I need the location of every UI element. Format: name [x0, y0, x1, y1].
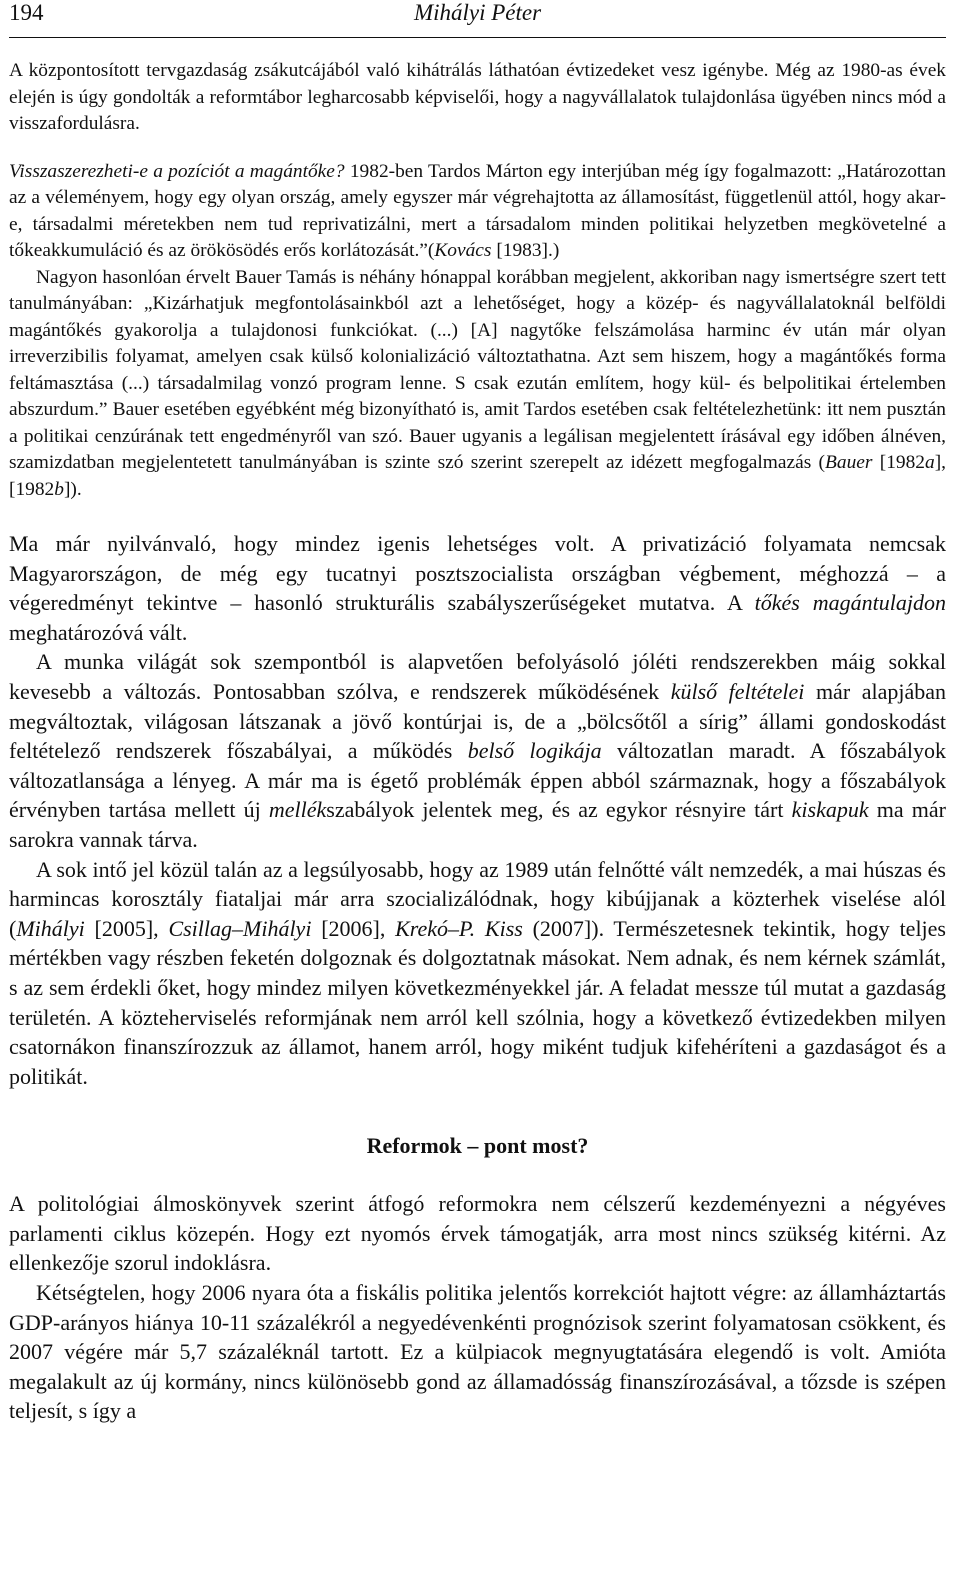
- running-head: [9, 0, 946, 38]
- body-paragraph-2-text-d: szabályok jelentek meg, és az egykor résnyire tárt: [326, 797, 792, 823]
- body-text: [9, 529, 946, 1426]
- body-paragraph-3-text-a: A sok intő jel közül talán az a legsúlyosabb, hogy az 1989 után felnőtté vált nemzedék, a mai húszas és harmincas korosztály fiataljai már arra szocializálódnak, hogy kibújjanak a közterhek viselése alól (: [9, 856, 946, 941]
- citation-ref-b-post: ]).: [63, 478, 82, 500]
- body-paragraph-2-text-e: ma már sarokra vannak tárva.: [9, 797, 946, 852]
- body-paragraph-1-text-a: Ma már nyilvánvaló, hogy mindez igenis lehetséges volt. A privatizáció folyamata nemcsak Magyarországon, de még egy tucatnyi posztszocialista országban végbement, méghozzá – a végeredményt tekintve – hasonló strukturális szabályszerűségeket mutatva. A: [9, 531, 946, 616]
- section-heading: Reformok – pont most?: [366, 1133, 589, 1159]
- body-paragraph-2-text-a: A munka világát sok szempontból is alapvetően befolyásoló jóléti rendszerekben máig sokkal kevesebb a változás. Pontosabban szólva, e rendszerek működésének: [9, 649, 946, 704]
- citation-ref-a-letter: a: [925, 452, 935, 473]
- body-paragraph-1-text-b: meghatározóvá vált.: [9, 619, 188, 645]
- body-paragraph-3: [9, 855, 946, 1092]
- citation-ref-b-letter: b: [54, 478, 64, 500]
- body-paragraph-2-em-b: belső logikája: [467, 738, 602, 764]
- quote-paragraph-2-text-b: [1983].): [491, 240, 560, 261]
- quote-paragraph-1-text: A központosított tervgazdaság zsákutcájából való kihátrálás láthatóan évtizedeket vesz igénybe. Még az 1980-as évek elején is úgy gondolták a reformtábor legharcosabb képviselői, hogy a nagyvállalatok tulajdonlása ügyében nincs mód a visszafordulásra.: [9, 60, 946, 134]
- body-paragraph-2-em-c: mellék: [268, 797, 327, 823]
- body-paragraph-5-text: Kétségtelen, hogy 2006 nyara óta a fiskális politika jelentős korrekciót hajtott végre: az államháztartás GDP-arányos hiánya 10-11 százalékról a negyedévenkénti prognózisok szerint folyamatosan csökkent, és 2007 végére már 5,7 százaléknál tartott. Ez a külpiacok megnyugtatására elegendő is volt. Amióta megalakult az új kormány, nincs különösebb gond az államadósság finanszírozásával, a tőzsde is szépen teljesít, s így a: [9, 1280, 946, 1424]
- body-paragraph-2-text-b: már alapjában megváltoztak, világosan látszanak a jövő kontúrjai is, de a „bölcsőtől a sírig” állami gondoskodást feltételező rendszerek főszabályai, a működés: [9, 678, 946, 764]
- body-paragraph-2-text-c: változatlan maradt. A főszabályok változatlansága a lényeg. A már ma is égető problémák éppen abból származnak, hogy a főszabályok érvényben tartása mellett új: [9, 738, 947, 823]
- body-paragraph-1: [9, 529, 946, 647]
- body-paragraph-2: [9, 647, 946, 854]
- citation-author-mihalyi: Mihályi: [16, 915, 85, 941]
- citation-author-kovacs: Kovács: [434, 240, 492, 261]
- body-paragraph-2-em-a: külső feltételei: [670, 678, 805, 704]
- citation-ref-a-post: ], [1982: [9, 452, 947, 500]
- quote-block: [9, 58, 946, 503]
- quote-paragraph-2-text-a: 1982-ben Tardos Márton egy interjúban még így fogalmazott: „Határozottan az a véleményem, hogy egy olyan ország, amely egyszer már végrehajtotta az államosítást, függetlenül attól, hogy akar-e, társadalmi méretekben nem tud reprivatizálni, mert a társadalom minden politikai helyzetben megkövetelné a tőkeakkumuláció és az örökösödés erős korlátozását.”(: [9, 160, 946, 261]
- citation-author-kreko-kiss: Krekó–P. Kiss: [395, 915, 523, 941]
- quote-paragraph-2: [9, 159, 946, 265]
- body-paragraph-3-text-c: [2006],: [311, 915, 396, 941]
- citation-author-bauer: Bauer: [825, 452, 873, 473]
- body-paragraph-1-em: tőkés magántulajdon: [754, 590, 946, 616]
- quote-paragraph-3-text-a: Nagyon hasonlóan érvelt Bauer Tamás is néhány hónappal korábban megjelent, akkoriban nagy ismertségre szert tett tanulmányában: „Kizárhatjuk megfontolásainkból azt a lehetőséget, hogy a közép- és nagyvállalatoknál belföldi magántőkés gyakorolja a tulajdonosi funkciókat. (...) [A] nagytőke felszámolása harminc év után már olyan irreverzibilis folyamat, amelyen csak külső kolonializáció változtathatna. Azt sem hiszem, hogy a magántőkés forma feltámasztása (...) társadalmilag vonzó program lenne. S csak ezután említem, hogy kül- és belpolitikai értelemben abszurdum.” Bauer esetében egyébként még bizonyítható is, amit Tardos esetében csak feltételezhetünk: itt nem pusztán a politikai cenzúrának tett engedményről van szó. Bauer ugyanis a legálisan megjelentett írásával egy időben álnéven, szamizdatban megjelentetett tanulmányában is szinte szó szerint szerepelt az idézett megfogalmazás (: [9, 266, 946, 473]
- citation-ref-a-pre: [1982: [872, 452, 925, 473]
- body-paragraph-4-text: A politológiai álmoskönyvek szerint átfogó reformokra nem célszerű kezdeményezni a négyéves parlamenti ciklus közepén. Hogy ezt nyomós érvek támogatják, arra most nincs szükség kitérni. Az ellenkezője szorul indoklásra.: [9, 1191, 946, 1276]
- citation-author-csillag-mihalyi: Csillag–Mihályi: [168, 915, 312, 941]
- body-paragraph-4: [9, 1189, 946, 1278]
- body-paragraph-2-em-d: kiskapuk: [791, 797, 869, 823]
- running-title: Mihályi Péter: [413, 0, 542, 25]
- page-number: 194: [9, 0, 44, 25]
- quote-question: Visszaszerezheti-e a pozíciót a magántőke?: [9, 160, 345, 182]
- quote-paragraph-3: [9, 265, 946, 504]
- quote-paragraph-1: [9, 58, 946, 138]
- body-paragraph-3-text-b: [2005],: [84, 915, 169, 941]
- body-paragraph-3-text-d: (2007]). Természetesnek tekintik, hogy teljes mértékben vagy részben feketén dolgoznak és dolgoztatnak másokat. Nem adnak, és nem kérnek számlát, s az sem érdekli őket, hogy mindez milyen következményekkel jár. A feladat messze túl mutat a gazdaság területén. A közteherviselés reformjának nem arról kell szólnia, hogy a következő évtizedekben milyen csatornákon finanszírozzuk az államot, hanem arról, hogy miként tudjuk kifehéríteni a gazdaságot és a politikát.: [9, 915, 946, 1089]
- body-paragraph-5: [9, 1278, 946, 1426]
